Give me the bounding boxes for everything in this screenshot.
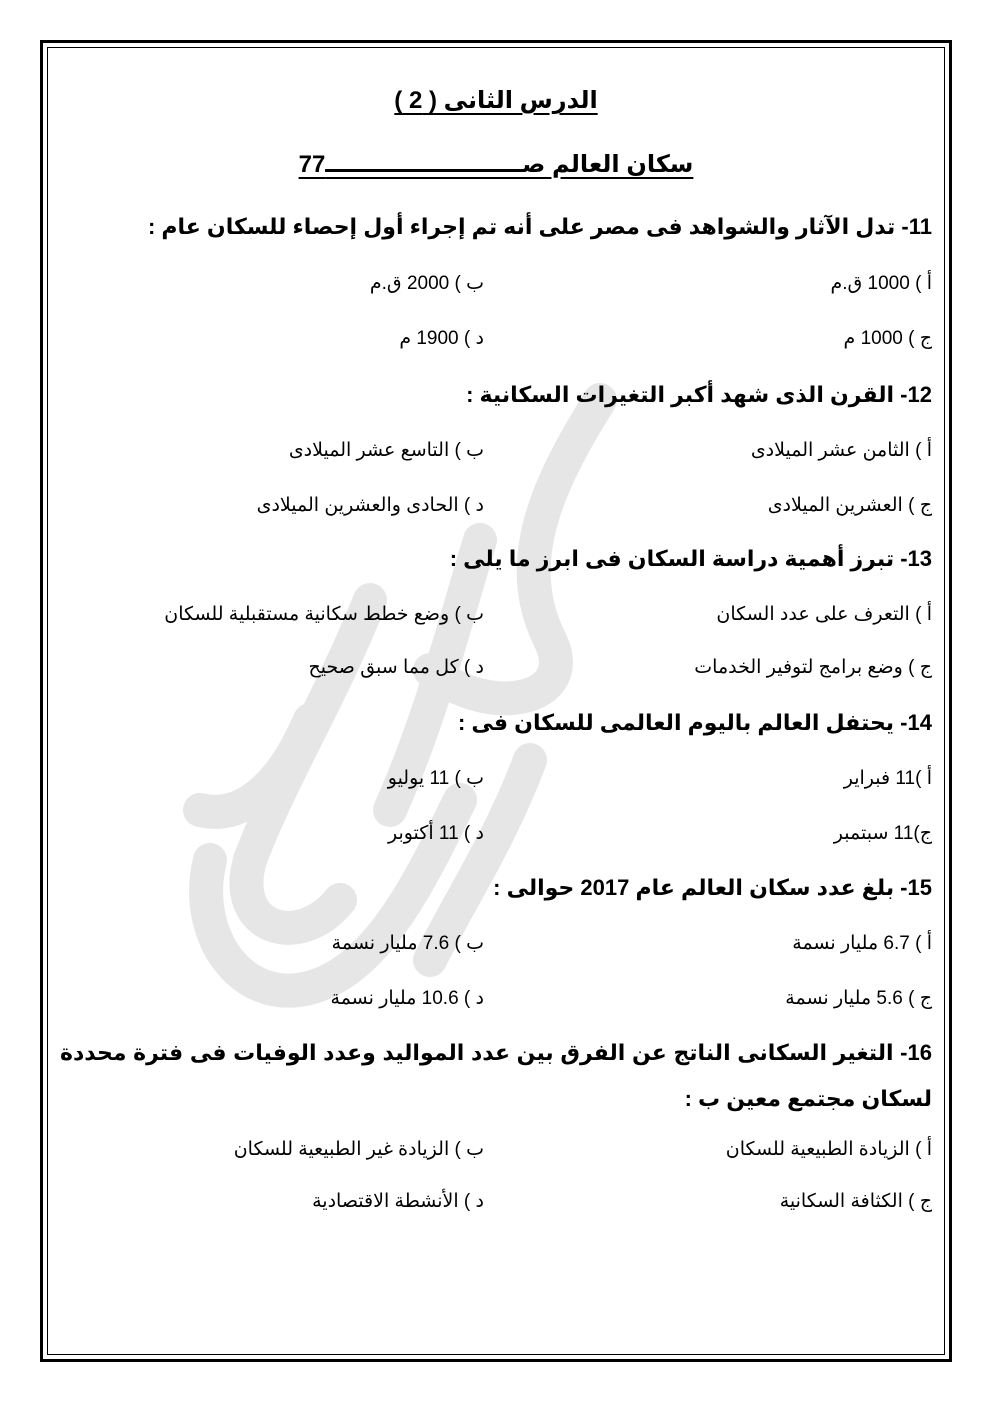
option-d: د ) الأنشطة الاقتصادية — [312, 1191, 484, 1212]
option-c: ج ) 1000 م — [843, 328, 932, 349]
page-subtitle: سكان العالم صــــــــــــــــــــــــ77 — [298, 151, 694, 178]
option-c: ج)11 سبتمبر — [833, 823, 932, 844]
option-a: أ ) 6.7 مليار نسمة — [792, 933, 932, 954]
page-title: الدرس الثانى ( 2 ) — [394, 87, 598, 114]
question-11: 11- تدل الآثار والشواهد فى مصر على أنه تم إجراء أول إحصاء للسكان عام : — [147, 214, 932, 239]
option-d: د ) كل مما سبق صحيح — [308, 657, 484, 678]
option-b: ب ) 11 يوليو — [387, 768, 484, 789]
question-14: 14- يحتفل العالم باليوم العالمى للسكان فى : — [457, 710, 932, 735]
question-16: 16- التغير السكانى الناتج عن الفرق بين عدد المواليد وعدد الوفيات فى فترة محددة لسكان مجتمع معين ب : — [60, 1040, 932, 1111]
option-d: د ) 1900 م — [399, 328, 484, 349]
option-b: ب ) الزيادة غير الطبيعية للسكان — [233, 1139, 484, 1160]
option-a: أ )11 فبراير — [843, 768, 932, 789]
option-d: د ) 11 أكتوبر — [387, 823, 484, 844]
option-a: أ ) 1000 ق.م — [830, 273, 932, 294]
question-12: 12- القرن الذى شهد أكبر التغيرات السكانية : — [466, 382, 932, 407]
option-a: أ ) الثامن عشر الميلادى — [750, 440, 932, 461]
option-c: ج ) وضع برامج لتوفير الخدمات — [694, 657, 932, 678]
option-c: ج ) 5.6 مليار نسمة — [785, 988, 932, 1009]
question-13: 13- تبرز أهمية دراسة السكان فى ابرز ما يلى : — [449, 546, 932, 571]
question-15: 15- بلغ عدد سكان العالم عام 2017 حوالى : — [493, 875, 932, 900]
option-b: ب ) 7.6 مليار نسمة — [331, 933, 484, 954]
option-b: ب ) 2000 ق.م — [369, 273, 484, 294]
option-d: د ) الحادى والعشرين الميلادى — [256, 495, 484, 516]
option-d: د ) 10.6 مليار نسمة — [330, 988, 484, 1009]
option-b: ب ) وضع خطط سكانية مستقبلية للسكان — [164, 604, 484, 625]
option-c: ج ) العشرين الميلادى — [767, 495, 932, 516]
option-a: أ ) الزيادة الطبيعية للسكان — [725, 1139, 932, 1160]
option-a: أ ) التعرف على عدد السكان — [716, 604, 932, 625]
option-b: ب ) التاسع عشر الميلادى — [288, 440, 484, 461]
option-c: ج ) الكثافة السكانية — [779, 1191, 932, 1212]
